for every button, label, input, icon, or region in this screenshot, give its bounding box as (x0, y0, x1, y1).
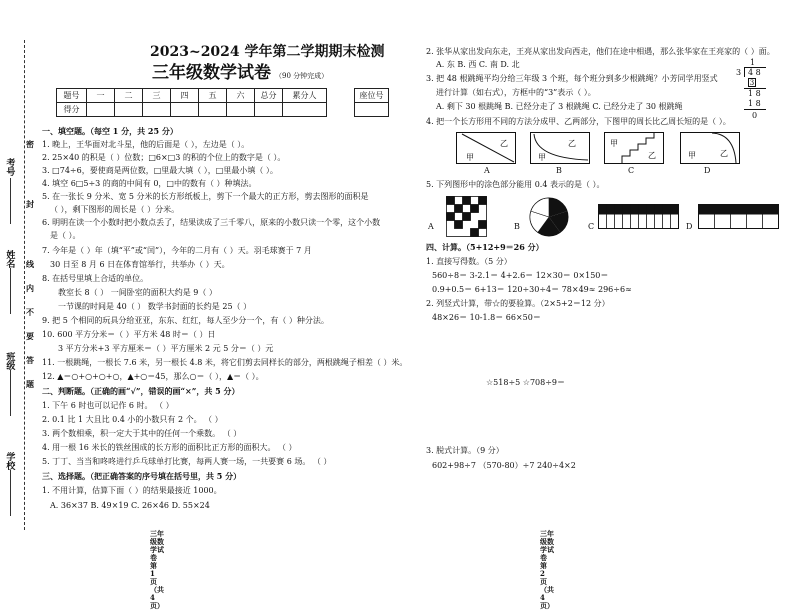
seal-char: 要 (26, 331, 34, 341)
score-header-row (57, 89, 327, 103)
name-label: 姓名 (4, 250, 15, 268)
score-input[interactable] (87, 103, 115, 117)
score-input[interactable] (199, 103, 227, 117)
rect-partition-figure-c (604, 132, 664, 164)
time-note: （90 分钟完成） (275, 72, 329, 80)
school-label: 学校 (4, 452, 15, 470)
choice-label: A (484, 166, 490, 175)
score-cell: 四 (171, 89, 199, 103)
question-line: 5. 在一张长 9 分米、宽 5 分米的长方形纸板上，剪下一个最大的正方形，剪去图形的面积是 (42, 192, 369, 201)
seal-char: 题 (26, 379, 34, 389)
section-heading: 三、选择题。（把正确答案的序号填在括号里，共 5 分） (42, 471, 242, 481)
exam-title: 2023~2024 学年第二学期期末检测 (150, 44, 385, 60)
question-line: ☆518÷5 ☆708÷9＝ (486, 378, 566, 387)
division-step: 1 8 (748, 99, 761, 108)
shaded-circle-figure-b (528, 196, 570, 240)
question-line: 进行计算（如右式），方框中的“3”表示（ ）。 (436, 88, 596, 97)
exam-subtitle (152, 64, 328, 84)
choice-label: B (556, 166, 562, 175)
question-line: 4. 填空 6□5÷3 的商的中间有 0，□中的数有（ ）种填法。 (42, 179, 257, 188)
score-input[interactable] (143, 103, 171, 117)
choice-label: B (514, 222, 520, 231)
division-dividend: 4 8 (744, 67, 766, 77)
question-line: 是（ ）。 (50, 231, 81, 240)
question-line: （ ），剩下图形的周长是（ ）分米。 (50, 205, 180, 214)
seal-char: 答 (26, 355, 34, 365)
question-line: 602+98÷7 （570-80）÷7 240÷4×2 (432, 461, 576, 470)
svg-text:乙: 乙 (568, 139, 576, 148)
section-heading: 二、判断题。（正确的画“√”，错误的画“×”，共 5 分） (42, 386, 240, 396)
svg-text:乙: 乙 (500, 139, 508, 148)
binding-margin (0, 40, 38, 530)
cut-line (24, 40, 25, 530)
question-line: 2. 0.1 比 1 大且比 0.4 小的小数只有 2 个。 （ ） (42, 415, 223, 424)
question-line: 1. 晚上，王华面对北斗星，他的后面是（ ），左边是（ ）。 (42, 140, 250, 149)
score-cell: 累分人 (283, 89, 327, 103)
choice-label: A (428, 222, 434, 231)
name-field[interactable] (10, 268, 11, 314)
question-line: 9. 把 5 个相同的玩具分给亚亚，东东、红红，每人至少分一个，有（ ）种分法。 (42, 316, 329, 325)
score-cell: 五 (199, 89, 227, 103)
score-cell: 二 (115, 89, 143, 103)
question-line: A. 东 B. 西 C. 南 D. 北 (436, 60, 520, 69)
section-heading: 四、计算。（5+12+9＝26 分） (426, 242, 544, 252)
score-cell: 一 (87, 89, 115, 103)
question-line: 3. 脱式计算。（9 分） (426, 446, 504, 455)
score-cell: 得分 (57, 103, 87, 117)
score-cell: 总分 (255, 89, 283, 103)
question-line: 1. 直接写得数。（5 分） (426, 257, 512, 266)
seat-input[interactable] (355, 103, 389, 117)
question-line: A. 剩下 30 根跳绳 B. 已经分走了 3 根跳绳 C. 已经分走了 30 根跳绳 (436, 102, 683, 111)
score-cell: 六 (227, 89, 255, 103)
page-footer: 三年级数学试卷 第 1 页（共 4 页） (150, 529, 164, 610)
seal-char: 线 (26, 259, 34, 269)
svg-text:甲: 甲 (538, 153, 546, 162)
shaded-grid-figure-a (446, 196, 488, 240)
division-boxed-digit: 3 (749, 79, 755, 87)
seat-label: 座位号 (355, 89, 389, 103)
score-value-row (57, 103, 327, 117)
question-line: A. 36×37 B. 49×19 C. 26×46 D. 55×24 (50, 501, 210, 510)
division-divisor: 3 (736, 68, 742, 77)
exam-number-field[interactable] (10, 178, 11, 224)
question-line: 560÷8＝ 3-2.1＝ 4+2.6＝ 12×30＝ 0×150＝ (432, 271, 609, 280)
question-line: 6. 明明在读一个小数时把小数点丢了，结果读成了三千零八，原来的小数只读一个零，这个小数 (42, 218, 381, 227)
choice-label: D (704, 166, 711, 175)
score-cell: 题号 (57, 89, 87, 103)
question-line: 2. 列竖式计算，带☆的要验算。（2×5+2＝12 分） (426, 299, 610, 308)
seal-char: 内 (26, 283, 34, 293)
svg-text:甲: 甲 (688, 151, 696, 160)
question-line: 4. 用一根 16 米长的铁丝围成的长方形的面积比正方形的面积大。 （ ） (42, 443, 297, 452)
score-table (56, 88, 327, 117)
question-line: 2. 张华从家出发向东走，王亮从家出发向西走，他们在途中相遇，那么张华家在王亮家的（ ）面。 (426, 47, 775, 56)
shaded-bar-figure-d (698, 204, 780, 232)
subtitle-text: 三年级数学试卷 (152, 63, 271, 83)
svg-text:乙: 乙 (720, 149, 728, 158)
question-line: 12. ▲＝○+○+○+○，▲+○＝45，那么○＝（ ），▲＝（ ）。 (42, 372, 264, 381)
question-line: 3 平方分米+3 平方厘米＝（ ）平方厘米 2 元 5 分＝（ ）元 (58, 344, 274, 353)
question-line: 一节课的时间是 40（ ） 数学书封面的长约是 25（ ） (58, 302, 252, 311)
score-input[interactable] (115, 103, 143, 117)
question-line: 3. 两个数相乘，积一定大于其中的任何一个乘数。 （ ） (42, 429, 242, 438)
svg-text:甲: 甲 (610, 139, 618, 148)
division-remainder: 0 (752, 111, 758, 120)
score-input[interactable] (255, 103, 283, 117)
division-step: 1 8 (748, 89, 761, 98)
long-division (736, 58, 776, 130)
shaded-bar-figure-c (598, 204, 680, 232)
question-line: 30 日至 8 月 6 日在体育馆举行，共举办（ ）天。 (50, 260, 230, 269)
exam-number-label: 考号 (4, 158, 15, 176)
question-line: 5. 丁丁、当当和咚咚进行乒乓球单打比赛，每两人赛一场，一共要赛 6 场。 （ ） (42, 457, 332, 466)
seat-table (354, 88, 389, 117)
choice-label: C (628, 166, 635, 175)
question-line: 5. 下列图形中的涂色部分能用 0.4 表示的是（ ）。 (426, 180, 605, 189)
page-footer: 三年级数学试卷 第 2 页（共 4 页） (540, 529, 554, 610)
question-line: 0.9+0.5＝ 6+13＝ 120÷30÷4＝ 78×49≈ 296÷6≈ (432, 285, 632, 294)
section-heading: 一、填空题。（每空 1 分，共 25 分） (42, 126, 178, 136)
school-field[interactable] (10, 470, 11, 516)
score-input[interactable] (171, 103, 199, 117)
seal-char: 不 (26, 307, 34, 317)
svg-text:乙: 乙 (648, 151, 656, 160)
question-line: 8. 在括号里填上合适的单位。 (42, 274, 149, 283)
rect-partition-figure-d (680, 132, 740, 164)
rect-partition-figure-a (456, 132, 516, 164)
svg-text:甲: 甲 (466, 153, 474, 162)
question-line: 2. 25×40 的积是（ ）位数；□6×□3 的积的个位上的数字是（ ）。 (42, 153, 286, 162)
seal-char: 封 (26, 199, 34, 209)
choice-label: C (588, 222, 595, 231)
question-line: 10. 600 平方分米＝（ ）平方米 48 时＝（ ）日 (42, 330, 216, 339)
score-input[interactable] (283, 103, 327, 117)
question-line: 1. 下午 6 时也可以记作 6 时。 （ ） (42, 401, 174, 410)
question-line: 3. 把 48 根跳绳平均分给三年级 3 个班，每个班分到多少根跳绳？小芳同学用竖式 (426, 74, 718, 83)
class-field[interactable] (10, 370, 11, 416)
rect-partition-figure-b (530, 132, 590, 164)
score-cell: 三 (143, 89, 171, 103)
class-label: 班级 (4, 352, 15, 370)
question-line: 3. □74÷6，要使商是两位数，□里最大填（ ），□里最小填（ ）。 (42, 166, 278, 175)
question-line: 4. 把一个长方形用不同的方法分成甲、乙两部分，下图甲的周长比乙周长短的是（ ）。 (426, 117, 731, 126)
score-input[interactable] (227, 103, 255, 117)
division-quotient: 1 (750, 58, 756, 67)
choice-label: D (686, 222, 693, 231)
question-line: 48×26＝ 10-1.8＝ 66×50＝ (432, 313, 541, 322)
question-line: 教室长 8（ ） 一间卧室的面积大约是 9（ ） (58, 288, 217, 297)
question-line: 11. 一根跳绳，一根长 7.6 米，另一根长 4.8 米，将它们剪去同样长的部分，两根跳绳子相差（ ）米。 (42, 358, 408, 367)
question-line: 1. 不用计算，估算下面（ ）的结果最接近 1000。 (42, 486, 222, 495)
seal-char: 密 (26, 139, 34, 149)
question-line: 7. 今年是（ ）年（填“平”或“闰”），今年的二月有（ ）天。羽毛球赛于 7 月 (42, 246, 312, 255)
